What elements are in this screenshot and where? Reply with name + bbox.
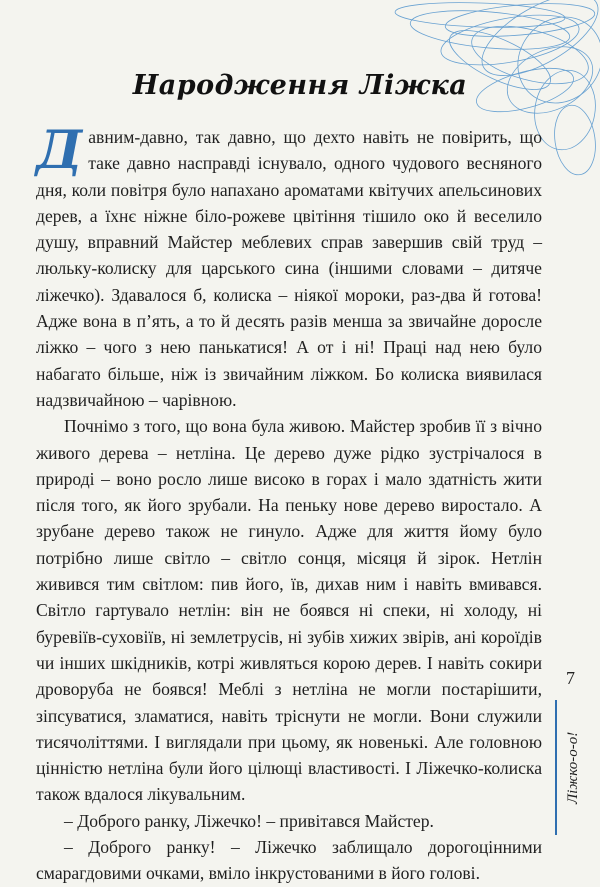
side-label-text: Ліжко-о-о!: [565, 731, 581, 804]
side-label-bar: [555, 700, 557, 835]
paragraph-2: Почнімо з того, що вона була живою. Майстер зробив її з вічно живого дерева – нетліна. Це дерево дуже рідко зустрічалося в природі – воно росло лише високо в горах і мало здатність жити після того, як його зрубали. На пеньку нове дерево виростало. А зрубане дерево також не гинуло. Адже для життя йому було потрібно лише світло – світло сонця, місяця й зірок. Нетлін живився тим світлом: пив його, їв, дихав ним і навіть вмивався. Світло гартувало нетлін: він не боявся ні спеки, ні холоду, ні буревіїв-суховіїв, ні землетрусів, ні зубів хижих звірів, ані короїдів чи інших шкідників, котрі живляться корою дерев. І навіть сокири дроворуба не боявся! Меблі з нетліна не могли постарішити, зіпсуватися, зламатися, навіть тріснути не могли. Вони служили тисячоліттями. І виглядали при цьому, як новенькі. Але головною цінністю нетліна були його цілющі властивості. І Ліжечко-колиска також вдалося лікувальним.: [36, 416, 542, 805]
chapter-body: [36, 120, 542, 887]
paragraph-4: – Доброго ранку! – Ліжечко заблищало дорогоцінними смарагдовими очками, вміло інкрустованими в його голові.: [36, 837, 542, 884]
paragraph-1: [36, 120, 542, 413]
drop-cap-letter: Д: [36, 120, 83, 181]
chapter-title: Народження Ліжка: [132, 70, 468, 101]
page-number: 7: [566, 668, 575, 688]
running-side-label: [555, 700, 581, 835]
paragraph-3: – Доброго ранку, Ліжечко! – привітався Майстер.: [64, 810, 434, 831]
paragraph-1-text: авним-давно, так давно, що дехто навіть не повірить, що таке давно насправді існувало, одного чудового весняного дня, коли повітря було напахано ароматами квітучих апельсинових дерев, а їхнє ніжне біло-рожеве цвітіння тішило око й веселило душу, вправний Майстер меблевих справ завершив свій труд – люльку-колиску для царського сина (іншими словами – дитяче ліжечко). Здавалося б, колиска – ніякої мороки, раз-два й готова! Адже вона в п’ять, а то й десять разів менша за звичайне доросле ліжко – чого з нею панькатися! А от і ні! Праці над нею було набагато більше, ніж із звичайним ліжком. Бо колиска виявилася надзвичайною – чарівною.: [36, 127, 542, 410]
